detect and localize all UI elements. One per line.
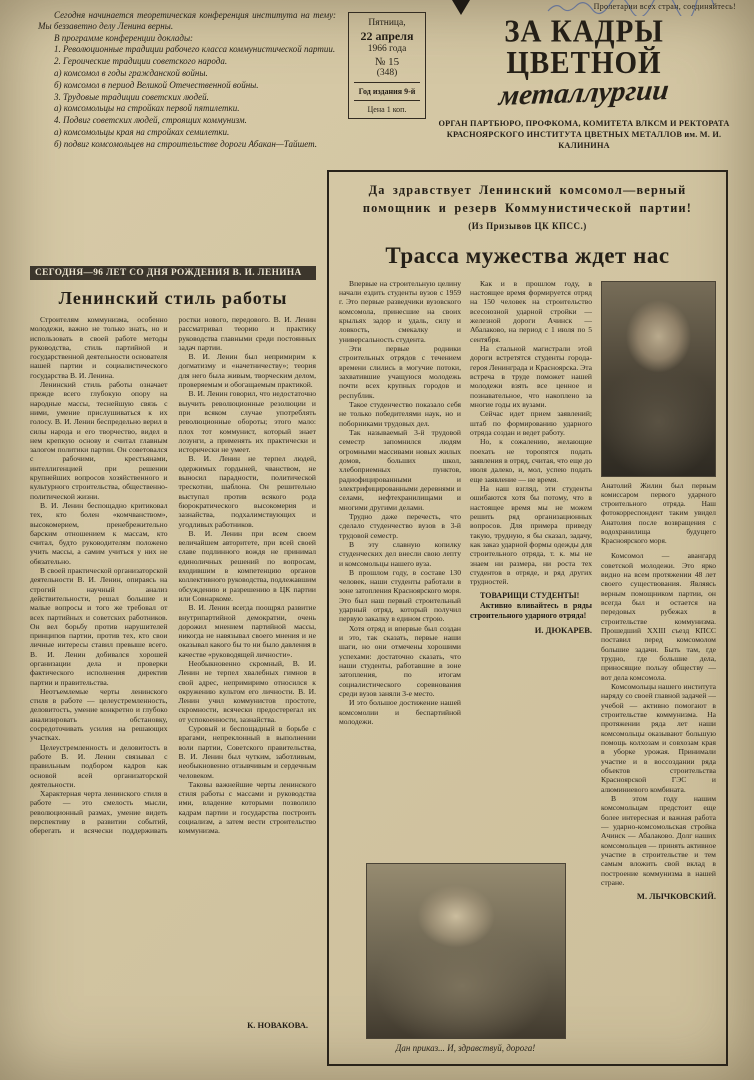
paragraph: В эту славную копилку студенческих дел внесли свою лепту и комсомольцы нашего вуза. bbox=[339, 539, 461, 568]
join-call: Активно вливайтесь в ряды строительного ударного отряда! bbox=[470, 601, 592, 621]
paragraph: а) комсомольцы на стройках первой пятилетки. bbox=[54, 103, 240, 114]
column-1 bbox=[339, 279, 461, 855]
paragraph: 1. Революционные традиции рабочего класса коммунистической партии. bbox=[54, 44, 336, 55]
headline: Трасса мужества ждет нас bbox=[385, 242, 670, 268]
paragraph: В. И. Ленин говорил, что недостаточно выучить революционные резолюции и при всяком случае употреблять революционные обороты; этого мало: плох тот коммунист, который знает лозунги, а применять их практически и исторически не умеет. bbox=[178, 389, 316, 455]
paragraph: Комсомол — авангард советской молодежи. Это ярко видно на всем протяжении 48 лет своего существования. Являясь верным помощником партии, он всегда был и остается на передовых рубежах в строительстве коммунизма. Прошедший XXIII съезд КПСС поставил перед комсомолом большие задачи. Быть там, где трудно, где большие дела, приносящие пользу обществу — вот дела комсомола. bbox=[601, 551, 716, 682]
paragraph: 3. Трудовые традиции советских людей. bbox=[54, 91, 209, 102]
paragraph: Характерная черта ленинского стиля в работе — это смелость мысли, революционный размах, умение видеть перспективу в развитии событий, оберегать и всячески поддерживать ростки нового, передового. В. И. Ленин рассматривал теорию и практику руководства главными среди постоянных задач партии. bbox=[30, 315, 316, 836]
paragraph: На наш взгляд, эти студенты ошибаются хотя бы потому, что в настоящее время мы не можем решить ряд организационных вопросов. Для примера приведу такую, трудную, я бы сказал, задачу, как заказ ударной формы одежды для строительного отряда, т. к. мы не знаем ни размера, ни роста тех студентов в отряде, и ряд других трудностей. bbox=[470, 483, 592, 587]
lenin-article bbox=[30, 266, 316, 1030]
paragraph: Трудно даже перечесть, что сделало студенчество вузов в 3-й трудовой семестр. bbox=[339, 511, 461, 540]
year: 1966 года bbox=[367, 44, 407, 54]
weekday: Пятница, bbox=[368, 18, 406, 28]
paragraph: Хотя отряд и впервые был создан и это, так сказать, первые наши шаги, но они отмечены хорошими успехами: достаточно сказать, что наши студенты, работавшие в зоне затопления, по итогам социалистического соревнования среди вузов заняли 3-е место. bbox=[339, 623, 461, 699]
article-title: Ленинский стиль работы bbox=[58, 288, 288, 308]
photo-road-builder bbox=[366, 863, 566, 1039]
edition-year: Год издания 9-й bbox=[358, 87, 416, 96]
author-signature: М. ЛЫЧКОВСКИЙ. bbox=[636, 891, 716, 902]
paragraph: 4. Подвиг советских людей, строящих коммунизм. bbox=[54, 115, 247, 126]
paragraph: Неотъемлемые черты ленинского стиля в работе — целеустремленность, деловитость, умение конкретно и глубоко анализировать обстановку, сосредоточивать усилия на решающих участках. bbox=[30, 686, 168, 743]
column-2-text bbox=[470, 279, 592, 587]
paragraph: Но, к сожалению, желающие поехать не торопятся подать заявления в отряд, считая, что еще до июля далеко, и, мол, успею подать еще заявление — не время. bbox=[470, 437, 592, 484]
paragraph: Как и в прошлом году, в настоящее время формируется отряд на 150 человек на строительство всесоюзной ударной стройки — железной дороги Ачинск — Абалаково, на период с 1 июля по 5 сентября. bbox=[470, 278, 592, 344]
paragraph: Строителям коммунизма, особенно молодежи, важно не только знать, но и использовать в своей работе методы руководства, стиль партийной и государственной деятельности основателя нашей партии и социалистического государства В. И. Ленина. bbox=[30, 315, 168, 380]
paragraph: Ленинский стиль работы означает прежде всего глубокую опору на народные массы, теснейшую связь с ними, умение прислушиваться к их голосу. В. И. Ленин беспредельно верил в силы народа и его творчество, видел в нем крепкую основу и считал главным залогом политики партии. Он советовался с рабочими, крестьянами, интеллигенцией при решении крупнейших вопросов хозяйственного и культурного строительства, общественно-политической жизни. bbox=[30, 380, 168, 501]
paragraph: Сейчас идет прием заявлений; штаб по формированию ударного отряда создан и ведет работу. bbox=[470, 409, 592, 437]
paragraph: В прошлом году, в составе 130 человек, наши студенты работали в зоне затопления Красноярского моря. Это был наш первый строительный ударный отряд, который получил первую закалку в едином строю. bbox=[339, 567, 461, 624]
slogan-source: (Из Призывов ЦК КПСС.) bbox=[468, 220, 587, 231]
paragraph: И это большое достижение нашей комсомолии и беспартийной молодежи. bbox=[339, 698, 461, 727]
paragraph: Необыкновенно скромный, В. И. Ленин не терпел хвалебных гимнов в свой адрес, непримиримо относился к окружению культом его личности. В. И. Ленин учил коммунистов простоте, скромности, всячески предостерегал их от успокоенности, зазнайства. bbox=[178, 658, 316, 724]
left-columns-wrap bbox=[339, 279, 592, 1053]
paragraph: а) комсомольцы края на стройках семилетки. bbox=[54, 126, 230, 137]
paragraph: В своей практической организаторской деятельности В. И. Ленин, опираясь на строгий научный анализ действительности, решал большие и малые вопросы и того же требовал от всех партийных и советских работников. Он вел борьбу против нарушителей принципов партии, против тех, кто свои личные интересы ставил превыше всего. В. И. Ленин добивался хорошей организации дела и проверки фактического исполнения директив партии и правительства. bbox=[30, 566, 168, 687]
paragraph: б) комсомол в период Великой Отечественной войны. bbox=[54, 79, 259, 90]
masthead bbox=[430, 2, 738, 151]
paragraph: Впервые на строительную целину начали ездить студенты вузов с 1959 г. Это первые разведчики вузовского комсомола, принесшие на своих крыльях задор и удаль, силу и ловкость, смекалку и универсальность студента. bbox=[339, 278, 461, 344]
paragraph: В этом году нашим комсомольцам предстоит еще более интересная и важная работа — ударно-комсомольская стройка Ачинск — Абалаково. Долг наших комсомольцев — принять активное участие в строительстве и тем самым вложить свой вклад в построение коммунизма в нашей стране. bbox=[601, 793, 716, 887]
column-3 bbox=[601, 279, 716, 1053]
price: Цена 1 коп. bbox=[367, 105, 407, 114]
text-columns bbox=[339, 279, 592, 855]
main-article-box bbox=[327, 170, 728, 1066]
date: 22 апреля bbox=[360, 29, 414, 43]
photo-anatoly-zhilin bbox=[601, 281, 716, 477]
paragraph: Таковы важнейшие черты ленинского стиля работы с массами и руководства ими, владение которыми позволило кадрам партии и государства построить социализм, а затем вести строительство коммунизма. bbox=[178, 779, 316, 836]
paragraph: Комсомольцы нашего института наряду со своей главной задачей — учебой — активно помогают в строительстве коммунизма. На протяжении ряда лет наши комсомольцы оказывают большую помощь колхозам и совхозам края в уборке урожая. Принимали участие и в воссоздании ряда объектов строительства Красноярской ГЭС и алюминиевого комбината. bbox=[601, 682, 716, 794]
author-signature: И. ДЮКАРЕВ. bbox=[534, 624, 592, 635]
dateplate bbox=[348, 12, 426, 119]
photo-caption: Анатолий Жилин был первым комиссаром первого ударного строительного отряда. Наш фотокорреспондент таким увидел Анатолия после возвращения с водохранилища будущего Красноярского моря. bbox=[601, 480, 716, 546]
paragraph: В. И. Ленин не терпел людей, одержимых гордыней, чванством, не выносил парадности, политической трескотни, шаблона. Он решительно выступал против всякого рода бюрократического высокомерия и зазнайства, подхалимствующих и угодливых работников. bbox=[178, 454, 316, 529]
paragraph: б) подвиг комсомольцев на строительстве дороги Абакан—Тайшет. bbox=[54, 138, 317, 149]
author-signature: К. НОВАКОВА. bbox=[247, 1020, 308, 1030]
issue-total: (348) bbox=[376, 68, 398, 78]
tagline: Пролетарии всех стран, соединяйтесь! bbox=[593, 2, 736, 11]
column-2 bbox=[470, 279, 592, 855]
slogan: Да здравствует Ленинский комсомол—верный помощник и резерв Коммунистической партии! bbox=[362, 183, 693, 215]
column-3-text bbox=[601, 551, 716, 887]
newspaper-title-script: металлургии bbox=[497, 74, 671, 112]
paragraph: В. И. Ленин беспощадно критиковал тех, кто болен «комчванством», высокомерием, пренебрежительно барским отношением к массам, кто считал, будто руководителям положено учить массы, а самим учиться у них не обязательно. bbox=[30, 500, 168, 566]
paragraph: Целеустремленность и деловитость в работе В. И. Ленин связывал с правильным подбором кадров как основой всей организаторской деятельности. bbox=[30, 742, 168, 789]
divider bbox=[354, 100, 420, 101]
paragraph: Сегодня начинается теоретическая конференция института на тему: Мы беззаветно делу Ленина верны. bbox=[38, 10, 336, 31]
students-call: ТОВАРИЩИ СТУДЕНТЫ! bbox=[480, 591, 580, 601]
article-columns bbox=[339, 279, 716, 1053]
photo-caption: Дан приказ... И, здравствуй, дорога! bbox=[395, 1042, 536, 1053]
paragraph: Суровый и беспощадный в борьбе с врагами, непреклонный в выполнении воли партии, Советского правительства, В. И. Ленин был чутким, заботливым, необыкновенно отзывчивым и сердечным человеком. bbox=[178, 724, 316, 780]
anniversary-banner: СЕГОДНЯ—96 ЛЕТ СО ДНЯ РОЖДЕНИЯ В. И. ЛЕНИНА bbox=[30, 266, 316, 280]
paragraph: В. И. Ленин при всем своем величайшем авторитете, при всей своей славе подлинного вождя не принимал единоличных решений по вопросам, входившим в компетенцию органов коллективного руководства, подлежавшим обсуждению и разрешению в ЦК партии или Совнаркоме. bbox=[178, 528, 316, 603]
newspaper-title: ЗА КАДРЫ ЦВЕТНОЙ bbox=[504, 14, 664, 81]
paragraph: Такое студенчество показало себя не только победителями наук, но и поборниками трудовых дел. bbox=[339, 399, 461, 428]
paragraph: Эти первые родники строительных отрядов с течением времени слились в могучие потоки, захватившие учащуюся молодежь почти всех крупных городов и республик. bbox=[339, 343, 461, 400]
organ-line: ОРГАН ПАРТБЮРО, ПРОФКОМА, КОМИТЕТА ВЛКСМ И РЕКТОРАТА КРАСНОЯРСКОГО ИНСТИТУТА ЦВЕТНЫХ МЕТАЛЛОВ им. М. И. КАЛИНИНА bbox=[438, 119, 730, 150]
paragraph: а) комсомол в годы гражданской войны. bbox=[54, 67, 208, 78]
issue-number: № 15 bbox=[374, 56, 400, 68]
paragraph: На стальной магистрали этой дороги встретятся студенты города-героя Ленинграда и Красноярска. Эта встреча в труде поможет нашей молодежи взять все ценное и познавательное, что накоплено за многие годы их вузами. bbox=[470, 343, 592, 409]
divider bbox=[354, 82, 420, 83]
paragraph: В программе конференции доклады: bbox=[54, 32, 194, 43]
paragraph: Так называемый 3-й трудовой семестр запомнился людям огромными массивами новых жилых домов, больших школ, хлебоприемных пунктов, радиофицированными и электрифицированными деревнями и селами, нефтехранилищами и многими другими делами. bbox=[339, 427, 461, 512]
paragraph: В. И. Ленин всегда поощрял развитие внутрипартийной демократии, очень дорожил мнением партийной массы, никогда не навязывал своего мнения и не оказывал какого бы то ни было давления в качестве «руководящей личности». bbox=[178, 603, 316, 659]
paragraph: В. И. Ленин был непримирим к догматизму и «начетничеству»; теория для него была живым, творческим делом, проверяемым и обогащаемым практикой. bbox=[178, 352, 316, 390]
article-body bbox=[30, 315, 316, 1015]
conference-announcement bbox=[38, 10, 336, 151]
paragraph: 2. Героические традиции советского народа. bbox=[54, 56, 228, 67]
